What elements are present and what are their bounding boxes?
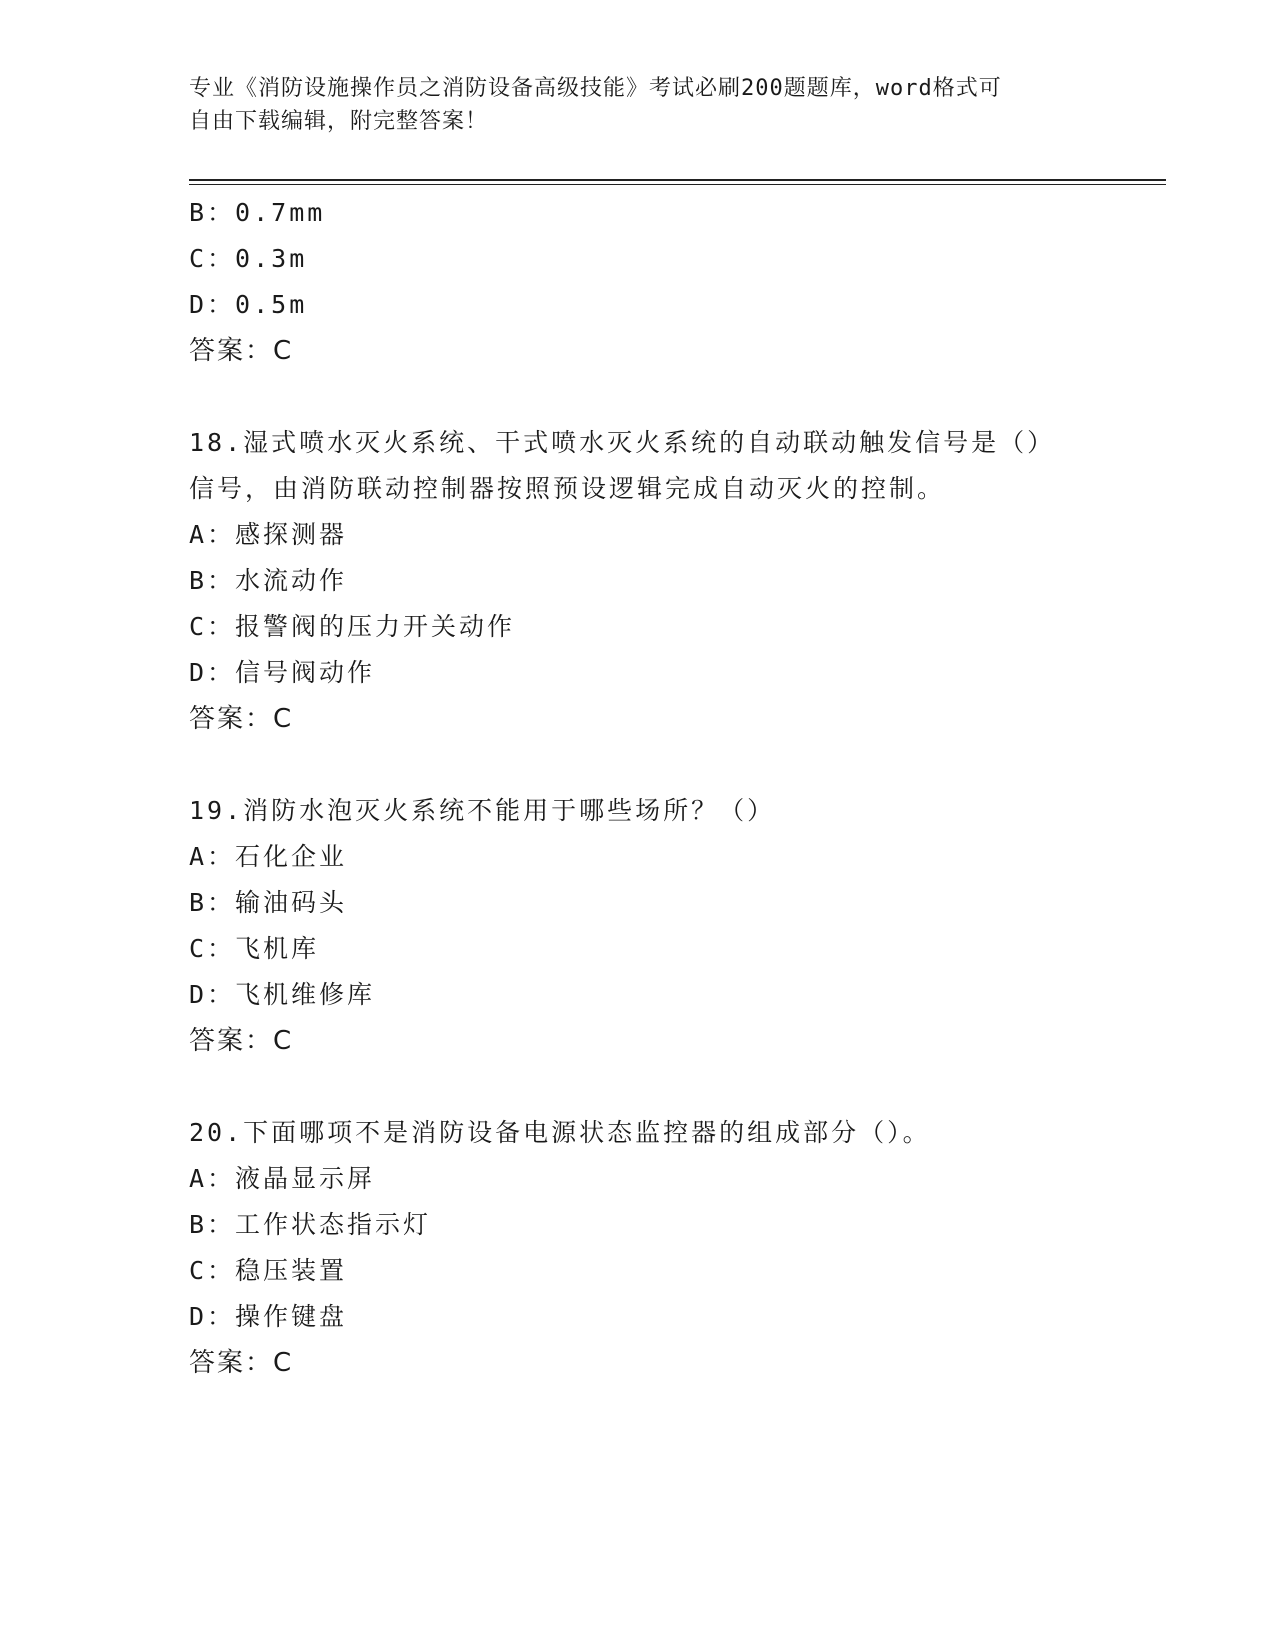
option-d: D：信号阀动作 xyxy=(189,658,376,687)
question-text-line-1: 19.消防水泡灭火系统不能用于哪些场所？（） xyxy=(189,796,776,825)
option-a: A：感探测器 xyxy=(189,520,348,549)
option-d: D：0.5m xyxy=(189,290,308,319)
question-text-line-1: 18.湿式喷水灭火系统、干式喷水灭火系统的自动联动触发信号是（） xyxy=(189,428,1056,457)
option-b: B：水流动作 xyxy=(189,566,348,595)
option-c: C：飞机库 xyxy=(189,934,320,963)
question-text-line-2: 信号，由消防联动控制器按照预设逻辑完成自动灭火的控制。 xyxy=(189,474,946,503)
question-text-line-1: 20.下面哪项不是消防设备电源状态监控器的组成部分（）。 xyxy=(189,1118,931,1147)
page-header xyxy=(189,72,1089,138)
question-20 xyxy=(189,1110,1149,1386)
answer-line: 答案：C xyxy=(189,336,294,366)
option-b: B：0.7mm xyxy=(189,198,326,227)
option-a: A：石化企业 xyxy=(189,842,348,871)
question-19 xyxy=(189,788,1149,1064)
answer-line: 答案：C xyxy=(189,704,294,734)
question-18 xyxy=(189,420,1149,742)
option-c: C：0.3m xyxy=(189,244,308,273)
answer-line: 答案：C xyxy=(189,1348,294,1378)
option-c: C：稳压装置 xyxy=(189,1256,348,1285)
question-list xyxy=(189,190,1149,1386)
option-a: A：液晶显示屏 xyxy=(189,1164,376,1193)
option-b: B：工作状态指示灯 xyxy=(189,1210,432,1239)
option-c: C：报警阀的压力开关动作 xyxy=(189,612,516,641)
header-line-1: 专业《消防设施操作员之消防设备高级技能》考试必刷200题题库，word格式可 xyxy=(189,76,1002,101)
answer-line: 答案：C xyxy=(189,1026,294,1056)
question-17-continued xyxy=(189,190,1149,374)
header-divider xyxy=(189,179,1166,185)
option-d: D：操作键盘 xyxy=(189,1302,348,1331)
option-d: D：飞机维修库 xyxy=(189,980,376,1009)
option-b: B：输油码头 xyxy=(189,888,348,917)
header-line-2: 自由下载编辑，附完整答案！ xyxy=(189,109,489,134)
